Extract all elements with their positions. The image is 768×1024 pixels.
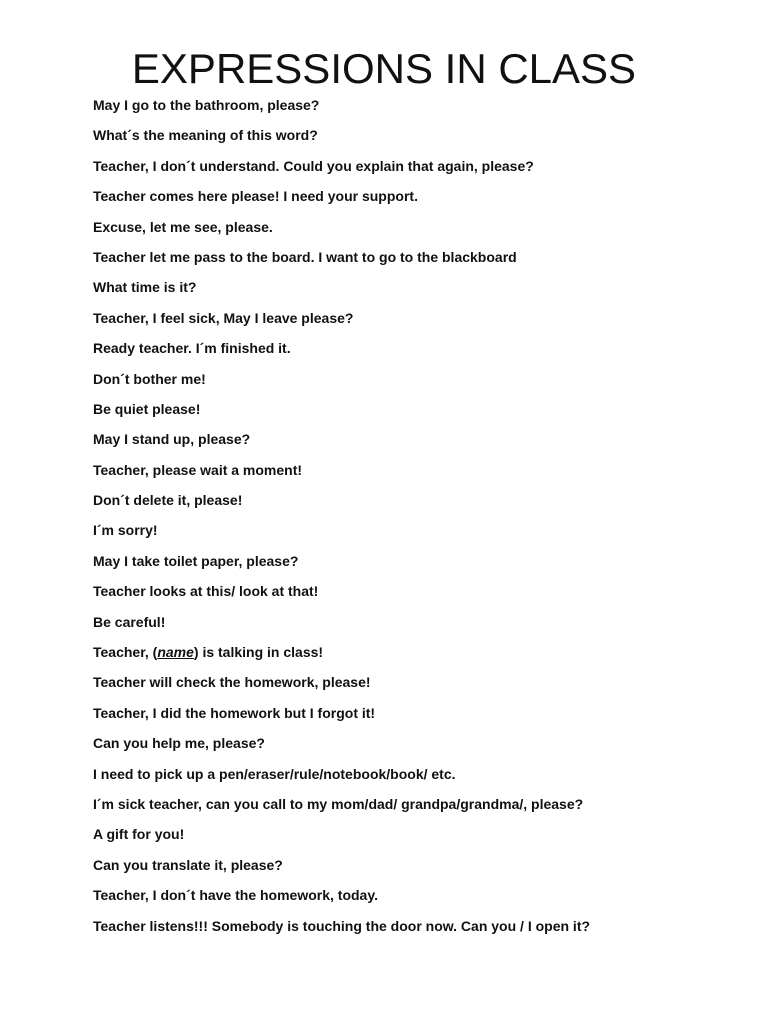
expression-line: Can you help me, please? [93, 735, 265, 752]
expression-line: What time is it? [93, 279, 197, 296]
expression-line-name-placeholder [93, 641, 590, 671]
expressions-list [93, 94, 590, 945]
expression-line: Don´t bother me! [93, 370, 206, 387]
expression-text-before: Teacher, ( [93, 644, 158, 661]
expression-text-after: ) is talking in class! [193, 644, 324, 661]
expression-line: Teacher listens!!! Somebody is touching the door now. Can you / I open it? [93, 917, 591, 934]
expression-line: Be quiet please! [93, 400, 201, 417]
expression-line: What´s the meaning of this word? [93, 127, 318, 144]
expression-line: Teacher, I did the homework but I forgot it! [93, 704, 376, 721]
expression-line: Teacher, please wait a moment! [93, 461, 303, 478]
expression-line: Excuse, let me see, please. [93, 218, 273, 235]
expression-line: I need to pick up a pen/eraser/rule/notebook/book/ etc. [93, 765, 456, 782]
expression-line: Teacher, I don´t have the homework, today. [93, 887, 378, 904]
expression-line: Teacher comes here please! I need your support. [93, 188, 418, 205]
expression-line: I´m sorry! [93, 522, 158, 539]
expression-line: May I go to the bathroom, please? [93, 97, 320, 113]
expression-line: May I take toilet paper, please? [93, 552, 299, 569]
expression-line: Ready teacher. I´m finished it. [93, 340, 291, 357]
expression-line: Be careful! [93, 613, 166, 630]
expression-line: Teacher let me pass to the board. I want to go to the blackboard [93, 248, 517, 265]
expression-line: Can you translate it, please? [93, 856, 283, 873]
expression-line: Teacher, I don´t understand. Could you explain that again, please? [93, 157, 534, 174]
expression-line: I´m sick teacher, can you call to my mom/dad/ grandpa/grandma/, please? [93, 795, 584, 812]
expression-line: May I stand up, please? [93, 431, 251, 448]
expression-line: Teacher looks at this/ look at that! [93, 583, 319, 600]
page-title: EXPRESSIONS IN CLASS [131, 45, 637, 92]
expression-line: Don´t delete it, please! [93, 492, 243, 509]
expression-line: A gift for you! [93, 826, 185, 843]
name-placeholder: name [157, 644, 194, 661]
expression-line: Teacher, I feel sick, May I leave please? [93, 309, 354, 326]
expression-line: Teacher will check the homework, please! [93, 674, 371, 691]
